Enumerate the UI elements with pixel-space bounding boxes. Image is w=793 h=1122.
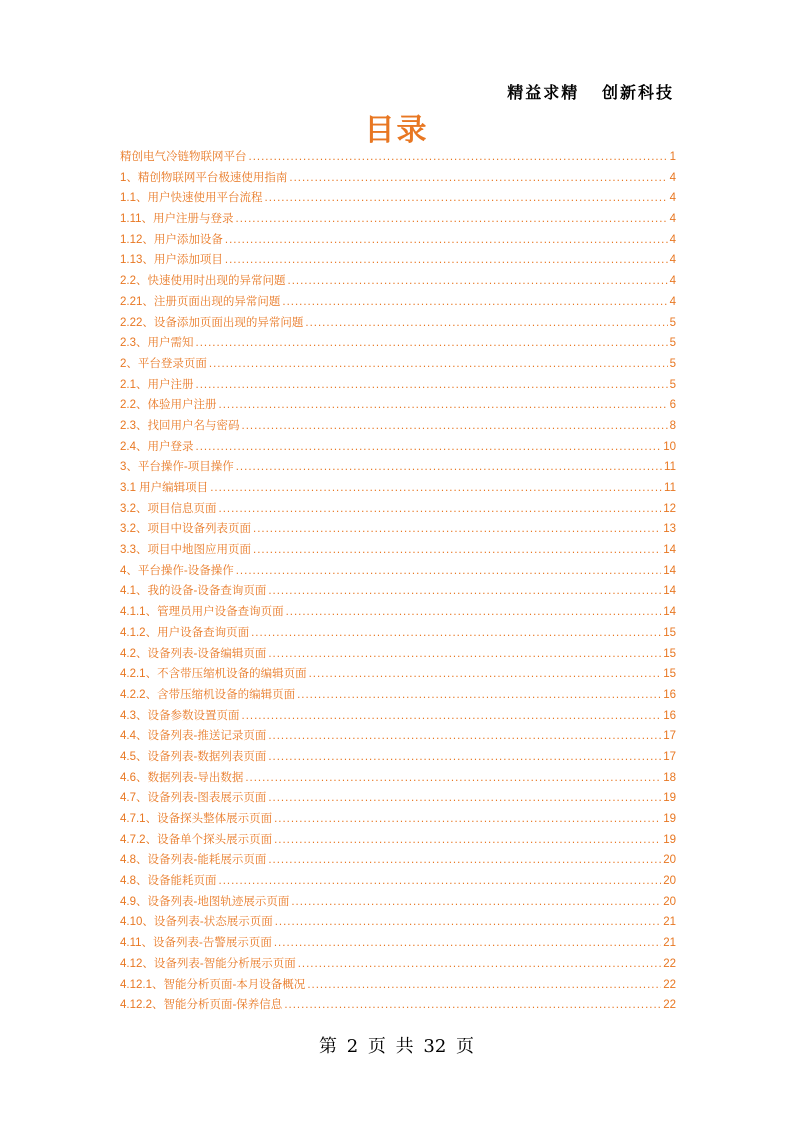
- toc-entry-label: 2.2、体验用户注册: [120, 399, 217, 412]
- toc-entry-label: 2.2、快速使用时出现的异常问题: [120, 275, 286, 288]
- toc-entry[interactable]: [120, 788, 676, 809]
- toc-entry[interactable]: [120, 375, 676, 396]
- page-footer: [0, 1032, 793, 1058]
- toc-entry-label: 2.3、找回用户名与密码: [120, 419, 240, 432]
- toc-entry-label: 4.1.1、管理员用户设备查询页面: [120, 606, 284, 619]
- toc-entry-page-number: 17: [663, 750, 676, 763]
- toc-dot-leader: [253, 519, 661, 540]
- toc-dot-leader: [253, 540, 661, 561]
- toc-entry[interactable]: [120, 499, 676, 520]
- toc-dot-leader: [245, 768, 661, 789]
- toc-entry-label: 2.21、注册页面出现的异常问题: [120, 295, 281, 308]
- toc-entry[interactable]: [120, 995, 676, 1016]
- toc-entry-page-number: 13: [663, 523, 676, 536]
- toc-entry-page-number: 19: [663, 833, 676, 846]
- toc-entry-label: 4.12.2、智能分析页面-保养信息: [120, 999, 283, 1012]
- toc-entry[interactable]: [120, 313, 676, 334]
- toc-dot-leader: [282, 292, 667, 313]
- toc-entry[interactable]: [120, 850, 676, 871]
- toc-entry[interactable]: [120, 230, 676, 251]
- toc-entry[interactable]: [120, 250, 676, 271]
- footer-total-word: 共: [395, 1036, 414, 1057]
- toc-entry-label: 4.7.1、设备探头整体展示页面: [120, 813, 273, 825]
- toc-entry[interactable]: [120, 892, 676, 913]
- toc-dot-leader: [225, 230, 668, 251]
- toc-dot-leader: [288, 271, 668, 292]
- toc-entry-page-number: 4: [669, 233, 676, 246]
- toc-entry-label: 2.3、用户需知: [120, 337, 194, 350]
- toc-entry-label: 4.1.2、用户设备查询页面: [120, 626, 250, 639]
- toc-dot-leader: [305, 313, 667, 334]
- toc-entry-page-number: 15: [663, 668, 676, 681]
- toc-entry-page-number: 14: [663, 564, 676, 577]
- toc-entry-label: 1.1、用户快速使用平台流程: [120, 192, 263, 205]
- table-of-contents: [120, 147, 676, 1016]
- toc-dot-leader: [236, 561, 661, 582]
- toc-dot-leader: [219, 499, 662, 520]
- toc-entry-page-number: 18: [663, 771, 676, 784]
- toc-entry[interactable]: [120, 726, 676, 747]
- toc-entry[interactable]: [120, 706, 676, 727]
- toc-entry-page-number: 4: [669, 275, 676, 288]
- toc-dot-leader: [196, 333, 668, 354]
- toc-dot-leader: [236, 457, 662, 478]
- toc-entry-page-number: 15: [663, 626, 676, 639]
- toc-entry-label: 2、平台登录页面: [120, 357, 207, 370]
- toc-dot-leader: [274, 933, 661, 954]
- toc-entry-page-number: 19: [663, 813, 676, 825]
- toc-entry-label: 4.1、我的设备-设备查询页面: [120, 585, 267, 598]
- toc-entry-label: 4.2、设备列表-设备编辑页面: [120, 647, 267, 660]
- toc-entry[interactable]: [120, 519, 676, 540]
- toc-entry[interactable]: [120, 871, 676, 892]
- toc-entry[interactable]: [120, 830, 676, 851]
- toc-entry[interactable]: [120, 478, 676, 499]
- toc-entry-page-number: 14: [663, 544, 676, 557]
- toc-entry-label: 4.5、设备列表-数据列表页面: [120, 750, 267, 763]
- toc-entry-page-number: 5: [669, 316, 676, 329]
- toc-entry-label: 1.13、用户添加项目: [120, 254, 223, 267]
- toc-entry-label: 4.10、设备列表-状态展示页面: [120, 916, 273, 929]
- toc-dot-leader: [265, 188, 668, 209]
- toc-entry[interactable]: [120, 188, 676, 209]
- toc-dot-leader: [274, 830, 661, 851]
- toc-entry-page-number: 22: [663, 999, 676, 1012]
- toc-dot-leader: [268, 747, 661, 768]
- toc-entry-label: 4.6、数据列表-导出数据: [120, 771, 244, 784]
- toc-entry[interactable]: [120, 457, 676, 478]
- toc-entry-page-number: 19: [663, 792, 676, 805]
- footer-total-pages: 32: [423, 1036, 447, 1057]
- toc-entry-label: 4.2.1、不含带压缩机设备的编辑页面: [120, 668, 307, 681]
- toc-entry-label: 4.3、设备参数设置页面: [120, 709, 240, 722]
- toc-dot-leader: [219, 871, 662, 892]
- toc-entry-label: 3.2、项目信息页面: [120, 502, 217, 515]
- toc-entry-label: 3.3、项目中地图应用页面: [120, 544, 251, 557]
- toc-dot-leader: [268, 850, 661, 871]
- toc-entry[interactable]: [120, 685, 676, 706]
- toc-entry[interactable]: [120, 168, 676, 189]
- toc-entry-page-number: 15: [663, 647, 676, 660]
- toc-dot-leader: [196, 437, 662, 458]
- toc-dot-leader: [275, 912, 661, 933]
- toc-entry[interactable]: [120, 416, 676, 437]
- toc-entry-label: 2.1、用户注册: [120, 378, 194, 391]
- toc-entry-page-number: 8: [669, 419, 676, 432]
- footer-current-page: 2: [346, 1036, 359, 1057]
- toc-entry-page-number: 16: [663, 709, 676, 722]
- toc-entry-label: 4.11、设备列表-告警展示页面: [120, 937, 272, 950]
- toc-dot-leader: [268, 788, 661, 809]
- toc-dot-leader: [291, 892, 661, 913]
- toc-entry[interactable]: [120, 437, 676, 458]
- toc-entry-page-number: 16: [663, 688, 676, 701]
- toc-entry-page-number: 21: [663, 916, 676, 929]
- toc-entry-label: 1.12、用户添加设备: [120, 233, 223, 246]
- toc-entry-page-number: 17: [663, 730, 676, 743]
- toc-entry[interactable]: [120, 292, 676, 313]
- toc-entry[interactable]: [120, 644, 676, 665]
- toc-entry-page-number: 21: [663, 937, 676, 950]
- toc-entry[interactable]: [120, 271, 676, 292]
- toc-entry[interactable]: [120, 954, 676, 975]
- toc-entry-label: 2.4、用户登录: [120, 440, 194, 453]
- toc-entry[interactable]: [120, 333, 676, 354]
- toc-entry-page-number: 14: [663, 585, 676, 598]
- toc-dot-leader: [274, 809, 661, 830]
- toc-entry-label: 4.7.2、设备单个探头展示页面: [120, 833, 273, 846]
- toc-entry-label: 3.2、项目中设备列表页面: [120, 523, 251, 536]
- toc-entry-label: 精创电气冷链物联网平台: [120, 151, 247, 163]
- toc-entry-page-number: 4: [669, 192, 676, 205]
- toc-entry-page-number: 12: [663, 502, 676, 515]
- toc-dot-leader: [309, 664, 662, 685]
- toc-entry-page-number: 4: [669, 213, 676, 226]
- toc-dot-leader: [307, 975, 661, 996]
- toc-dot-leader: [298, 954, 661, 975]
- toc-entry-page-number: 14: [663, 606, 676, 619]
- footer-prefix: 第: [318, 1036, 337, 1057]
- toc-entry[interactable]: [120, 354, 676, 375]
- toc-entry[interactable]: [120, 664, 676, 685]
- toc-entry-label: 4.2.2、含带压缩机设备的编辑页面: [120, 688, 296, 701]
- toc-entry-page-number: 6: [669, 399, 676, 412]
- footer-suffix: 页: [456, 1036, 475, 1057]
- toc-entry[interactable]: [120, 147, 676, 168]
- toc-entry-page-number: 20: [663, 875, 676, 888]
- toc-entry[interactable]: [120, 809, 676, 830]
- toc-entry[interactable]: [120, 540, 676, 561]
- toc-entry[interactable]: [120, 395, 676, 416]
- toc-entry[interactable]: [120, 975, 676, 996]
- toc-entry[interactable]: [120, 561, 676, 582]
- toc-entry-label: 4.12、设备列表-智能分析展示页面: [120, 957, 296, 970]
- toc-dot-leader: [297, 685, 661, 706]
- toc-dot-leader: [268, 726, 661, 747]
- toc-entry-label: 1.11、用户注册与登录: [120, 213, 234, 226]
- toc-entry-label: 1、精创物联网平台极速使用指南: [120, 171, 288, 184]
- toc-dot-leader: [286, 602, 662, 623]
- toc-dot-leader: [242, 416, 668, 437]
- toc-dot-leader: [225, 250, 668, 271]
- toc-entry-page-number: 4: [669, 171, 676, 184]
- toc-dot-leader: [209, 354, 668, 375]
- header-slogan: 精益求精 创新科技: [507, 83, 674, 102]
- toc-dot-leader: [268, 644, 661, 665]
- toc-entry-label: 4.12.1、智能分析页面-本月设备概况: [120, 978, 306, 991]
- toc-entry-label: 3、平台操作-项目操作: [120, 461, 234, 474]
- toc-dot-leader: [236, 209, 668, 230]
- toc-entry-label: 3.1 用户编辑项目: [120, 482, 209, 494]
- toc-entry-label: 4.8、设备能耗页面: [120, 875, 217, 888]
- toc-entry[interactable]: [120, 747, 676, 768]
- toc-dot-leader: [210, 478, 662, 499]
- toc-dot-leader: [268, 581, 661, 602]
- toc-entry[interactable]: [120, 581, 676, 602]
- toc-entry-page-number: 22: [663, 978, 676, 991]
- footer-page-word: 页: [367, 1036, 386, 1057]
- toc-entry[interactable]: [120, 933, 676, 954]
- toc-entry-page-number: 4: [669, 295, 676, 308]
- toc-dot-leader: [289, 168, 667, 189]
- toc-entry[interactable]: [120, 623, 676, 644]
- toc-dot-leader: [196, 375, 668, 396]
- toc-entry-label: 4.9、设备列表-地图轨迹展示页面: [120, 895, 290, 908]
- toc-dot-leader: [251, 623, 661, 644]
- toc-entry-page-number: 11: [664, 461, 676, 474]
- toc-entry-page-number: 20: [663, 895, 676, 908]
- toc-entry-page-number: 5: [669, 357, 676, 370]
- toc-dot-leader: [284, 995, 661, 1016]
- toc-entry-page-number: 5: [669, 337, 676, 350]
- toc-entry-page-number: 20: [663, 854, 676, 867]
- toc-entry-label: 4、平台操作-设备操作: [120, 564, 234, 577]
- toc-entry-page-number: 22: [663, 957, 676, 970]
- toc-entry-page-number: 4: [669, 254, 676, 267]
- toc-entry-label: 2.22、设备添加页面出现的异常问题: [120, 316, 304, 329]
- toc-entry-label: 4.8、设备列表-能耗展示页面: [120, 854, 267, 867]
- toc-title: 目录: [364, 113, 429, 148]
- toc-entry-label: 4.4、设备列表-推送记录页面: [120, 730, 267, 743]
- toc-entry-label: 4.7、设备列表-图表展示页面: [120, 792, 267, 805]
- toc-entry[interactable]: [120, 768, 676, 789]
- toc-entry-page-number: 11: [664, 482, 676, 494]
- toc-dot-leader: [249, 147, 668, 168]
- toc-entry[interactable]: [120, 209, 676, 230]
- toc-entry-page-number: 1: [669, 151, 676, 163]
- toc-entry-page-number: 5: [669, 378, 676, 391]
- toc-dot-leader: [219, 395, 668, 416]
- toc-entry[interactable]: [120, 912, 676, 933]
- toc-entry[interactable]: [120, 602, 676, 623]
- toc-entry-page-number: 10: [663, 440, 676, 453]
- toc-dot-leader: [242, 706, 662, 727]
